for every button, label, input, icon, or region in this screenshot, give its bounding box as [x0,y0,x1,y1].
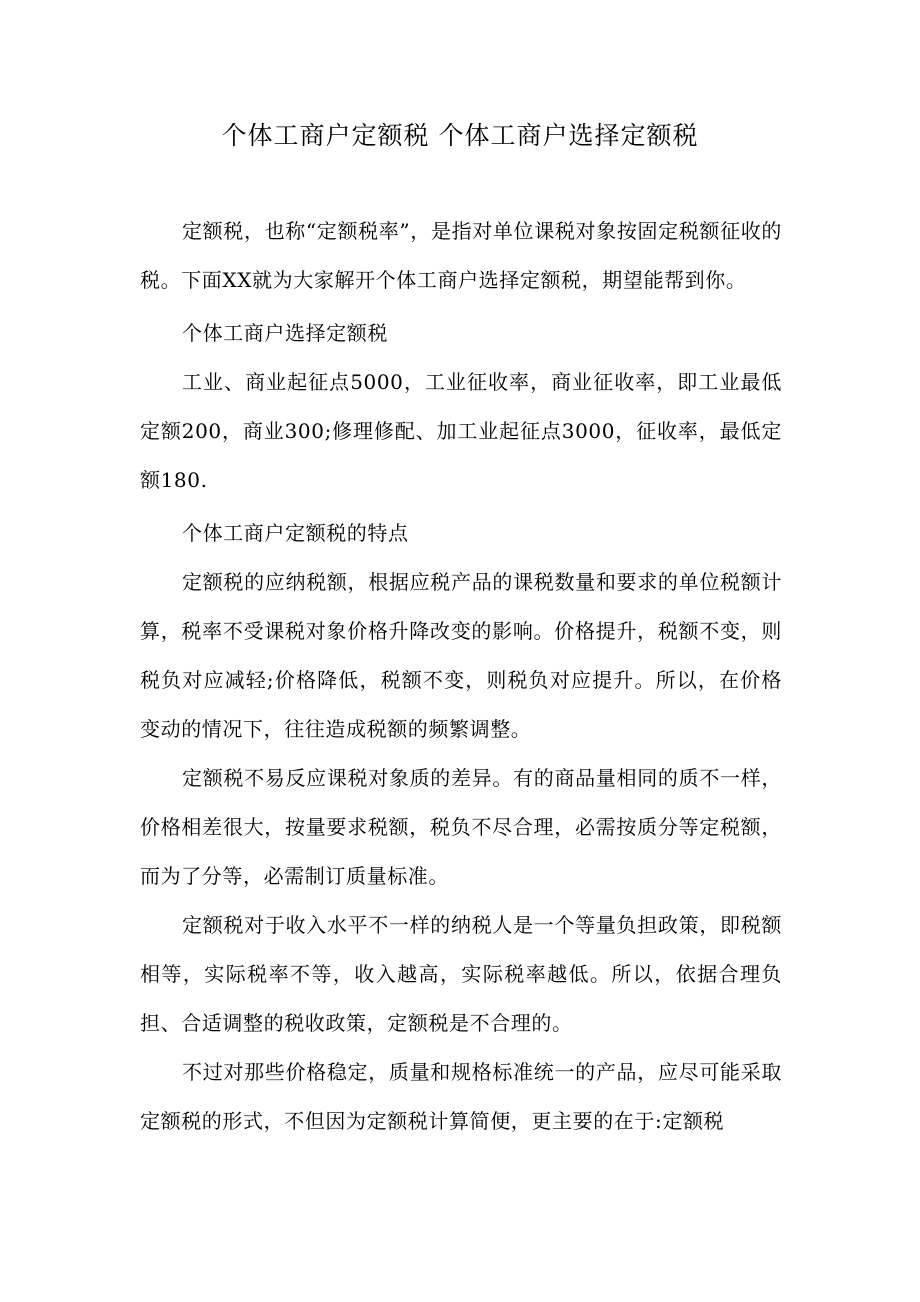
feature-paragraph-1: 定额税的应纳税额，根据应税产品的课税数量和要求的单位税额计算，税率不受课税对象价格升降改变的影响。价格提升，税额不变，则税负对应减轻;价格降低，税额不变，则税负对应提升。所以，在价格变动的情况下，往往造成税额的频繁调整。 [140,570,782,741]
feature-paragraph-3: 定额税对于收入水平不一样的纳税人是一个等量负担政策，即税额相等，实际税率不等，收入越高，实际税率越低。所以，依据合理负担、合适调整的税收政策，定额税是不合理的。 [140,913,782,1035]
document-body [140,207,782,1146]
section-heading-choose-quota-tax: 个体工商户选择定额税 [182,321,388,345]
section-heading-features: 个体工商户定额税的特点 [182,521,409,545]
threshold-paragraph: 工业、商业起征点5000，工业征收率，商业征收率，即工业最低定额200，商业300;修理修配、加工业起征点3000，征收率，最低定额180. [140,370,782,492]
feature-paragraph-2: 定额税不易反应课税对象质的差异。有的商品量相同的质不一样，价格相差很大，按量要求税额，税负不尽合理，必需按质分等定税额，而为了分等，必需制订质量标准。 [140,766,782,888]
intro-paragraph: 定额税，也称“定额税率”，是指对单位课税对象按固定税额征收的税。下面XX就为大家解开个体工商户选择定额税，期望能帮到你。 [140,219,782,292]
feature-paragraph-4: 不过对那些价格稳定，质量和规格标准统一的产品，应尽可能采取定额税的形式，不但因为定额税计算简便，更主要的在于:定额税 [140,1060,782,1133]
document-title: 个体工商户定额税 个体工商户选择定额税 [221,121,699,150]
